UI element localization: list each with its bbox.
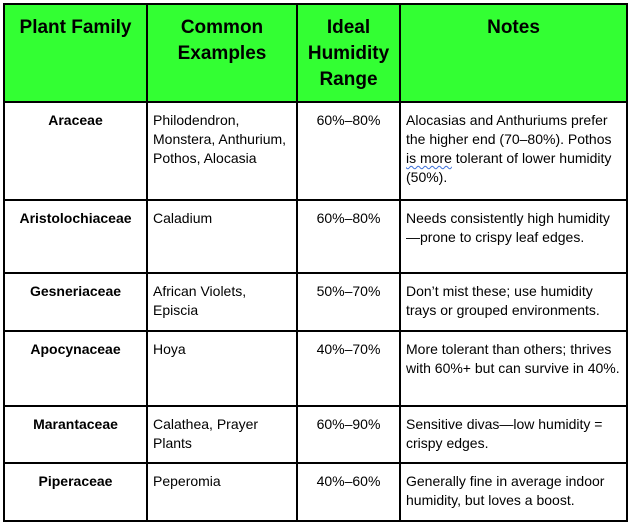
family-cell: Piperaceae xyxy=(4,463,147,521)
table-row xyxy=(4,406,627,463)
examples-cell: Peperomia xyxy=(147,463,297,521)
table-row xyxy=(4,463,627,521)
family-cell: Marantaceae xyxy=(4,406,147,463)
range-cell: 50%–70% xyxy=(297,273,400,330)
table-row xyxy=(4,273,627,330)
examples-cell: African Violets, Episcia xyxy=(147,273,297,330)
notes-cell xyxy=(400,102,627,200)
header-common-examples: Common Examples xyxy=(147,4,297,102)
header-row xyxy=(4,4,627,102)
notes-cell xyxy=(400,331,627,406)
range-cell: 60%–90% xyxy=(297,406,400,463)
family-cell: Apocynaceae xyxy=(4,331,147,406)
family-cell: Gesneriaceae xyxy=(4,273,147,330)
notes-text: tolerant of lower humidity (50%). xyxy=(406,150,612,185)
range-cell: 60%–80% xyxy=(297,102,400,200)
notes-text: Don’t mist these; use humidity trays or grouped environments. xyxy=(406,283,600,319)
notes-text: Needs consistently high humidity—prone to crispy leaf edges. xyxy=(406,210,610,246)
table-row xyxy=(4,331,627,406)
range-cell: 60%–80% xyxy=(297,200,400,273)
spellcheck-marked-text[interactable]: is more xyxy=(406,150,452,166)
family-cell: Araceae xyxy=(4,102,147,200)
humidity-table xyxy=(3,3,628,522)
notes-text: Alocasias and Anthuriums prefer the higher end (70–80%). Pothos xyxy=(406,112,612,147)
examples-cell: Hoya xyxy=(147,331,297,406)
table-row xyxy=(4,102,627,200)
notes-text: More tolerant than others; thrives with 60%+ but can survive in 40%. xyxy=(406,340,620,376)
notes-text: Sensitive divas—low humidity = crispy edges. xyxy=(406,415,603,451)
notes-cell xyxy=(400,463,627,521)
range-cell: 40%–70% xyxy=(297,331,400,406)
header-plant-family: Plant Family xyxy=(4,4,147,102)
examples-cell: Caladium xyxy=(147,200,297,273)
range-cell: 40%–60% xyxy=(297,463,400,521)
header-notes: Notes xyxy=(400,4,627,102)
family-cell: Aristolochiaceae xyxy=(4,200,147,273)
examples-cell: Calathea, Prayer Plants xyxy=(147,406,297,463)
header-ideal-humidity-range: Ideal Humidity Range xyxy=(297,4,400,102)
notes-cell xyxy=(400,273,627,330)
notes-cell xyxy=(400,406,627,463)
notes-cell xyxy=(400,200,627,273)
notes-text: Generally fine in average indoor humidity, but loves a boost. xyxy=(406,472,605,508)
table-row xyxy=(4,200,627,273)
examples-cell: Philodendron, Monstera, Anthurium, Pothos, Alocasia xyxy=(147,102,297,200)
